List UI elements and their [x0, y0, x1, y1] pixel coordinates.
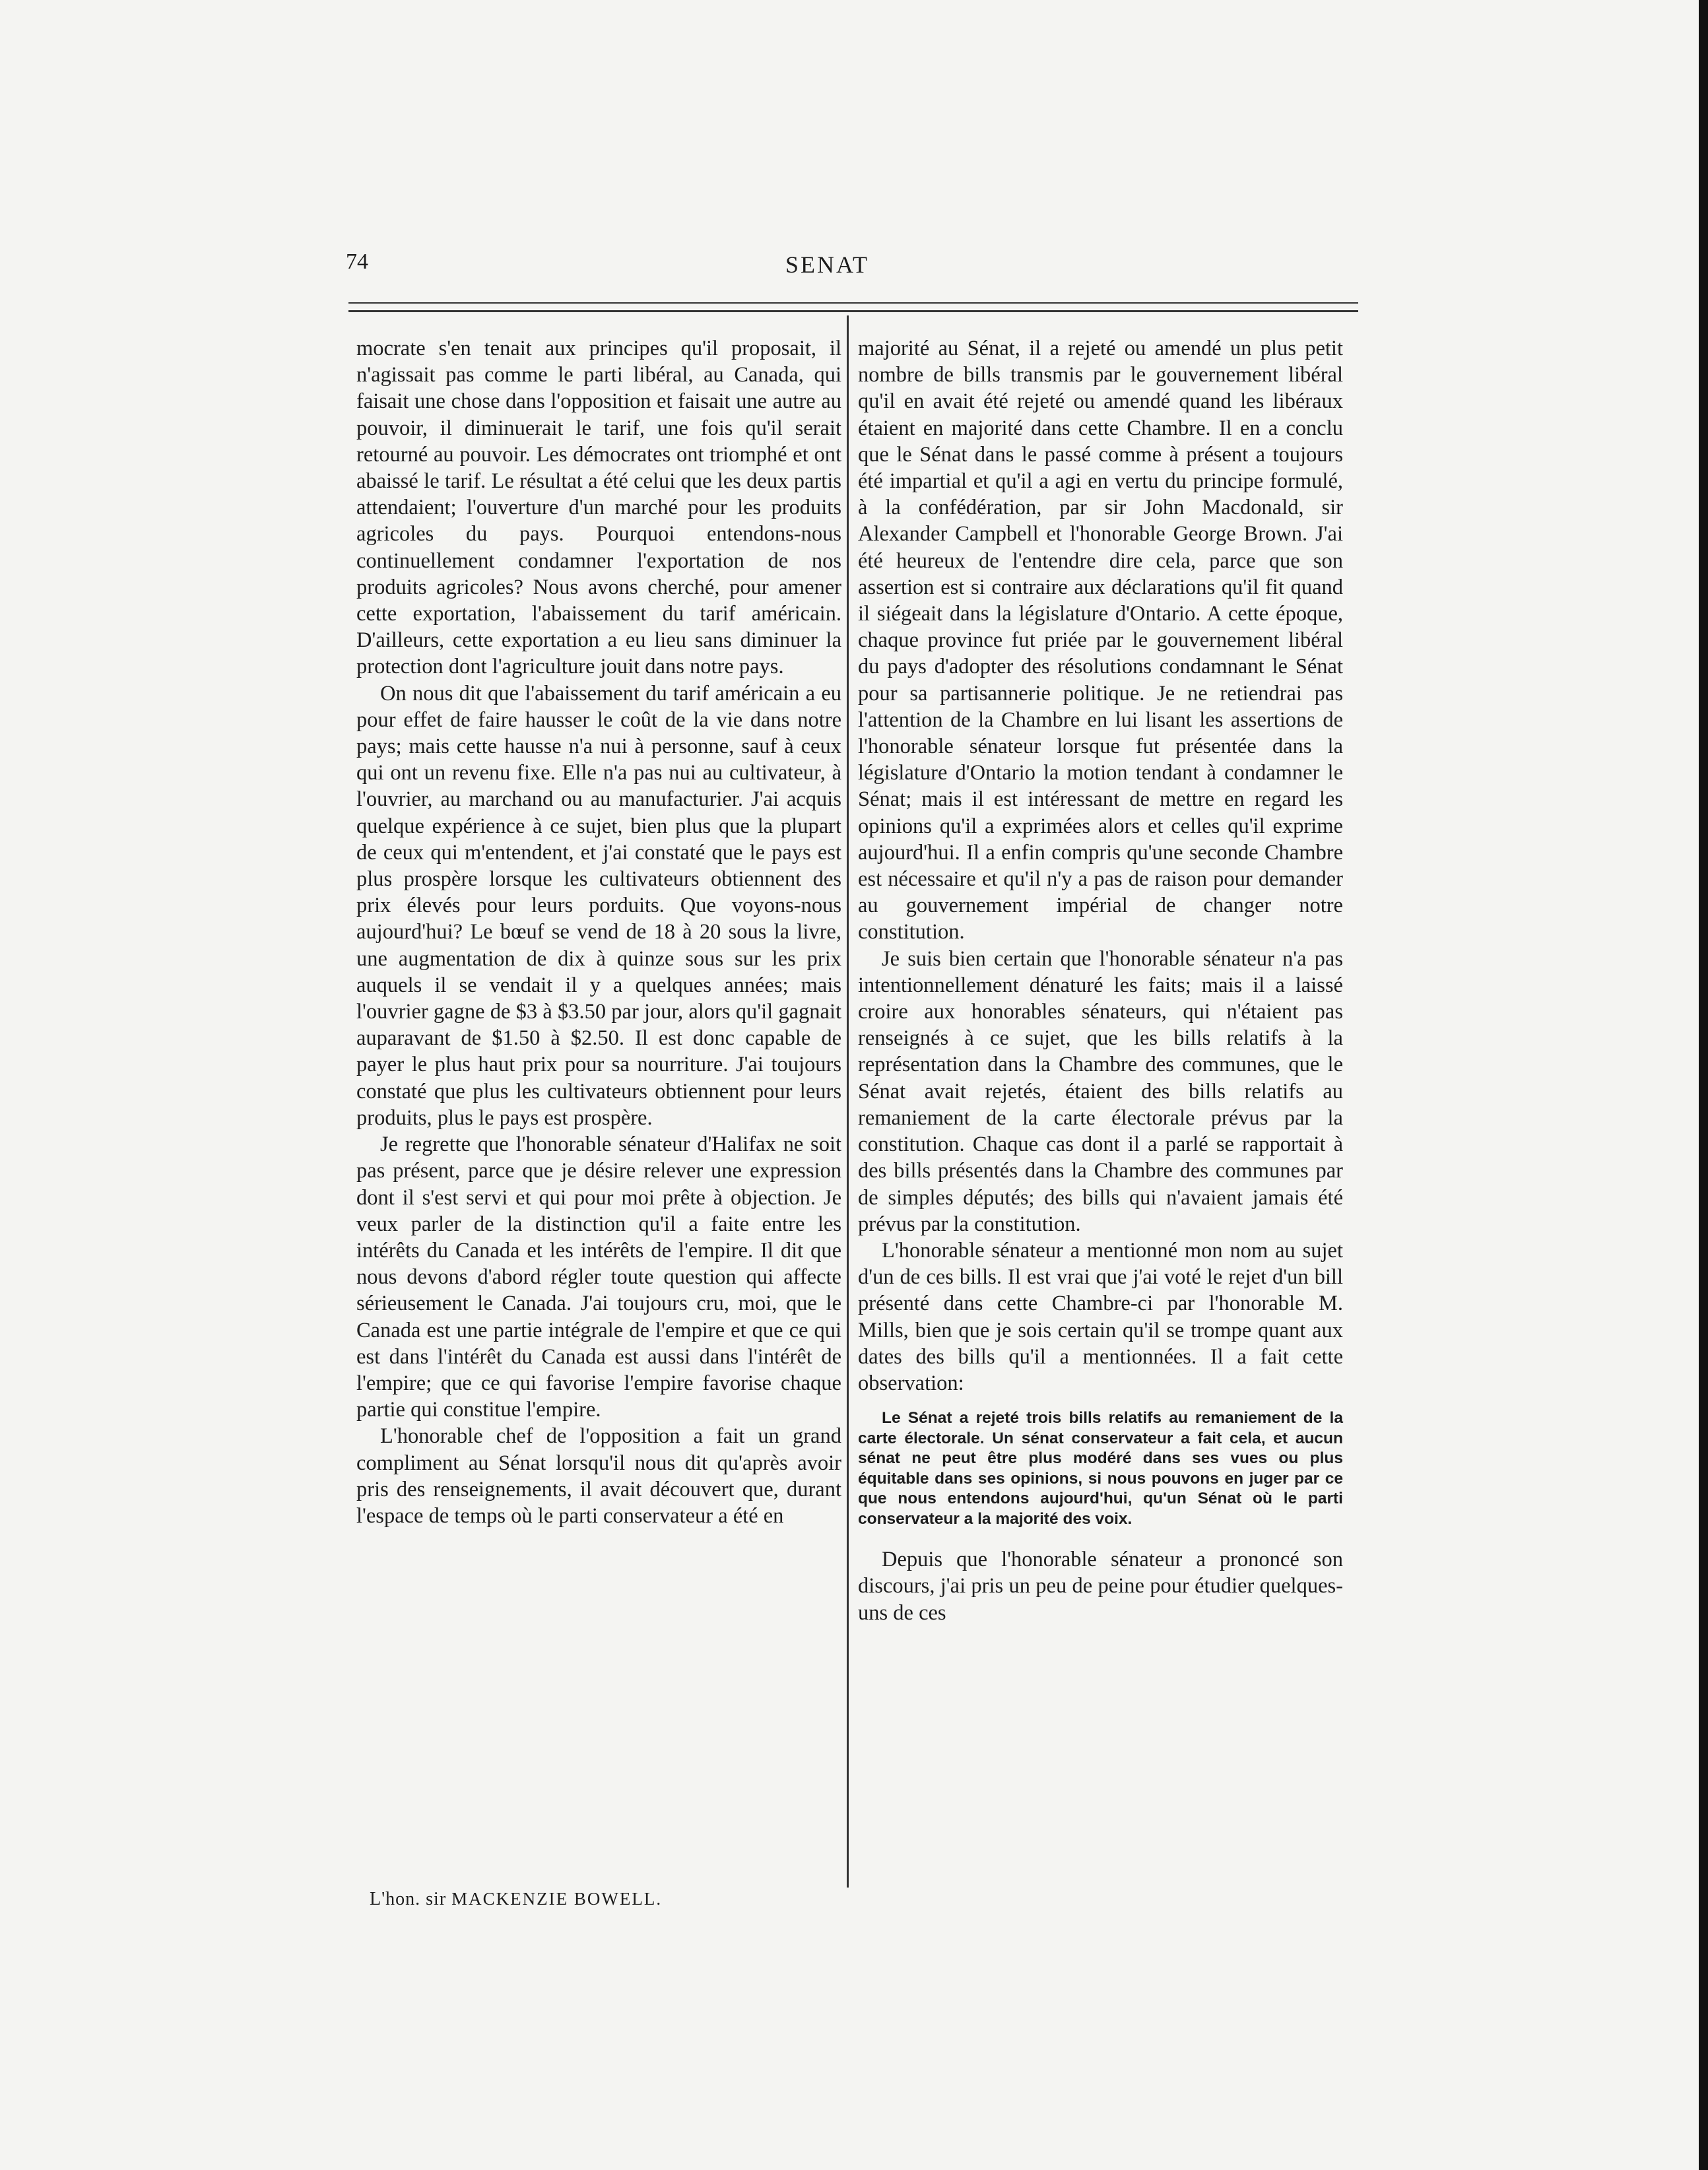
- header-rule-top: [348, 302, 1358, 304]
- scan-edge: [1699, 0, 1708, 2170]
- left-paragraph-4: L'honorable chef de l'opposition a fait un grand compliment au Sénat lorsqu'il nous dit qu'après avoir pris des renseignements, il avait découvert que, durant l'espace de temps où le parti conservateur a été en: [356, 1424, 841, 1528]
- left-paragraph-1: mocrate s'en tenait aux principes qu'il proposait, il n'agissait pas comme le parti libéral, au Canada, qui faisait une chose dans l'opposition et faisait une autre au pouvoir, il diminuerait le tarif, une fois qu'il serait retourné au pouvoir. Les démocrates ont triomphé et ont abaissé le tarif. Le résultat a été celui que les deux partis attendaient; l'ouverture d'un marché pour les produits agricoles du pays. Pourquoi entendons-nous continuellement condamner l'exportation de nos produits agricoles? Nous avons cherché, pour amener cette exportation, l'abaissement du tarif américain. D'ailleurs, cette exportation a eu lieu sans diminuer la protection dont l'agriculture jouit dans notre pays.: [356, 337, 841, 679]
- header-rule-bottom: [348, 310, 1358, 312]
- speaker-prefix: L'hon. sir: [370, 1889, 447, 1909]
- right-column: [858, 335, 1343, 1626]
- speaker-name: MACKENZIE BOWELL.: [451, 1889, 663, 1909]
- column-divider: [847, 315, 849, 1888]
- left-paragraph-3: Je regrette que l'honorable sénateur d'Halifax ne soit pas présent, parce que je désire relever une expression dont il s'est servi et qui pour moi prête à objection. Je veux parler de la distinction qu'il a faite entre les intérêts du Canada et les intérêts de l'empire. Il dit que nous devons d'abord régler toute question qui affecte sérieusement le Canada. J'ai toujours cru, moi, que le Canada est une partie intégrale de l'empire et que ce qui est dans l'intérêt du Canada est aussi dans l'intérêt de l'empire; que ce qui favorise l'empire favorise chaque partie qui constitue l'empire.: [356, 1133, 841, 1422]
- page-title: SENAT: [785, 251, 870, 278]
- right-paragraph-3: L'honorable sénateur a mentionné mon nom au sujet d'un de ces bills. Il est vrai que j'ai voté le rejet d'un bill présenté dans cette Chambre-ci par l'honorable M. Mills, bien que je sois certain qu'il se trompe quant aux dates des bills qu'il a mentionnées. Il a fait cette observation:: [858, 1238, 1343, 1395]
- right-paragraph-4: Depuis que l'honorable sénateur a prononcé son discours, j'ai pris un peu de peine pour étudier quelques-uns de ces: [858, 1548, 1343, 1625]
- left-column: [356, 335, 841, 1529]
- left-paragraph-2: On nous dit que l'abaissement du tarif américain a eu pour effet de faire hausser le coût de la vie dans notre pays; mais cette hausse n'a nui à personne, sauf à ceux qui ont un revenu fixe. Elle n'a pas nui au cultivateur, à l'ouvrier, au marchand ou au manufacturier. J'ai acquis quelque expérience à ce sujet, bien plus que la plupart de ceux qui m'entendent, et j'ai constaté que le pays est plus prospère lorsque les cultivateurs obtiennent des prix élevés pour leurs porduits. Que voyons-nous aujourd'hui? Le bœuf se vend de 18 à 20 sous la livre, une augmentation de dix à quinze sous sur les prix auquels il se vendait il y a quelques années; mais l'ouvrier gagne de $3 à $3.50 par jour, alors qu'il gagnait auparavant de $1.50 à $2.50. Il est donc capable de payer le plus haut prix pour sa nourriture. J'ai toujours constaté que plus les cultivateurs obtiennent pour leurs produits, plus le pays est prospère.: [356, 681, 841, 1130]
- right-paragraph-2: Je suis bien certain que l'honorable sénateur n'a pas intentionnellement dénaturé les faits; mais il a laissé croire aux honorables sénateurs, qui n'étaient pas renseignés à ce sujet, que les bills relatifs à la représentation dans la Chambre des communes, que le Sénat avait rejetés, étaient des bills relatifs au remaniement de la carte électorale prévus par la constitution. Chaque cas dont il a parlé se rapportait à des bills présentés dans la Chambre des communes par de simples députés; des bills qui n'avaient jamais été prévus par la constitution.: [858, 946, 1343, 1236]
- right-paragraph-1: majorité au Sénat, il a rejeté ou amendé un plus petit nombre de bills transmis par le gouvernement libéral qu'il en avait été rejeté ou amendé quand les libéraux étaient en majorité dans cette Chambre. Il en a conclu que le Sénat dans le passé comme à présent a toujours été impartial et qu'il a agi en vertu du principe formulé, à la confédération, par sir John Macdonald, sir Alexander Campbell et l'honorable George Brown. J'ai été heureux de l'entendre dire cela, parce que son assertion est si contraire aux déclarations qu'il fit quand il siégeait dans la législature d'Ontario. A cette époque, chaque province fut priée par le gouvernement libéral du pays d'adopter des résolutions condamnant le Sénat pour sa partisannerie politique. Je ne retiendrai pas l'attention de la Chambre en lui lisant les assertions de l'honorable sénateur lorsque fut présentée dans la législature d'Ontario la motion tendant à condamner le Sénat; mais il est intéressant de mettre en regard les opinions qu'il a exprimées alors et celles qu'il exprime aujourd'hui. Il a enfin compris qu'une seconde Chambre est nécessaire et qu'il n'y a pas de raison pour demander au gouvernement impérial de changer notre constitution.: [858, 337, 1343, 944]
- page-number: 74: [346, 249, 368, 274]
- speaker-footer: [370, 1889, 662, 1910]
- block-quote: Le Sénat a rejeté trois bills relatifs au remaniement de la carte électorale. Un sénat conservateur a fait cela, et aucun sénat ne peut être plus modéré dans ses vues ou plus équitable dans ses opinions, si nous pouvons en juger par ce que nous entendons aujourd'hui, qu'un Sénat où le parti conservateur a la majorité des voix.: [858, 1409, 1343, 1528]
